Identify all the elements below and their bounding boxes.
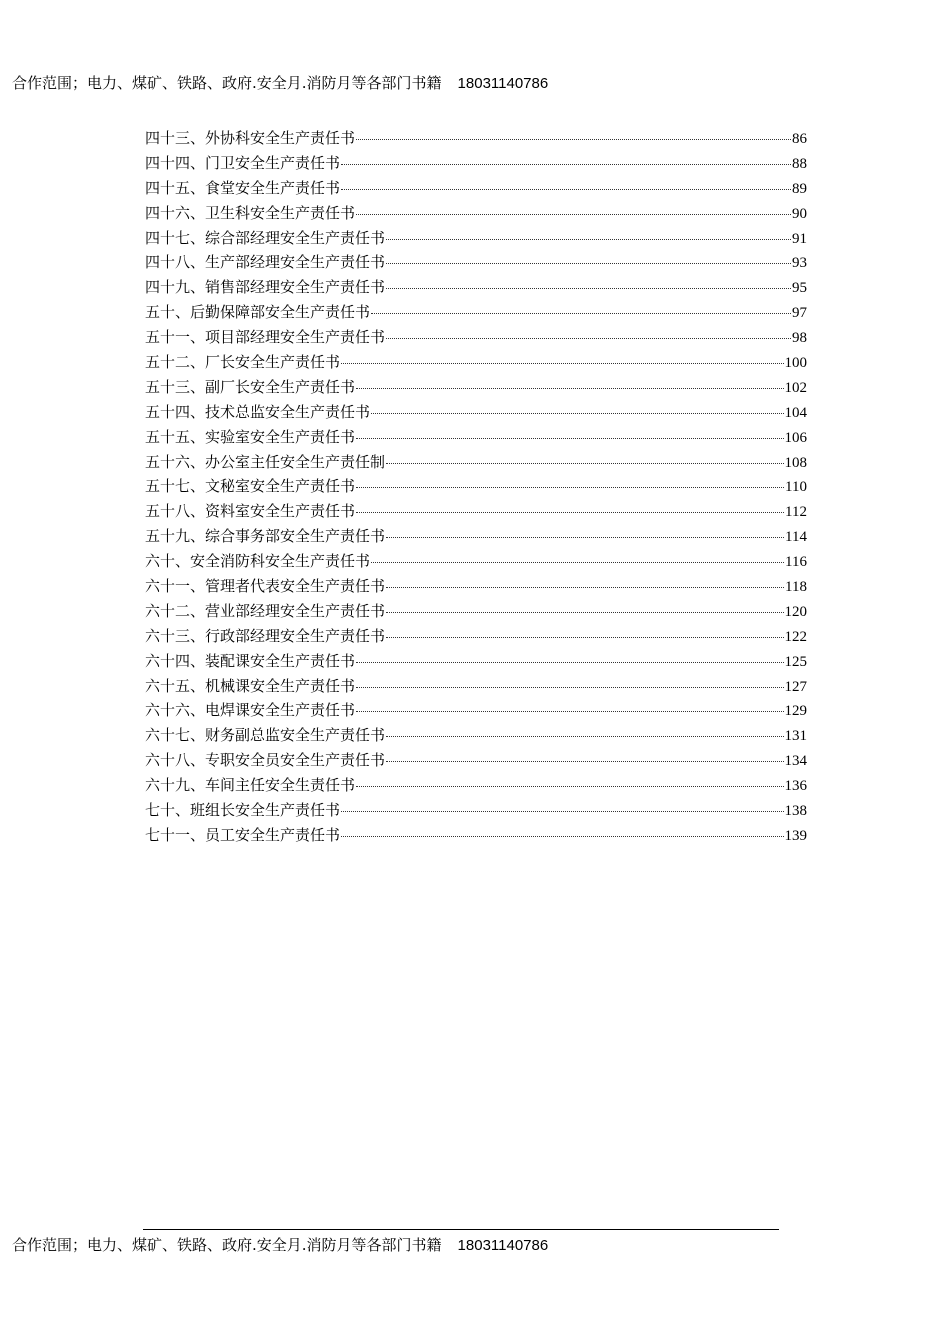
toc-entry[interactable] bbox=[145, 151, 807, 176]
toc-entry-page-number: 127 bbox=[784, 678, 807, 695]
toc-entry-title: 六十六、电焊课安全生产责任书 bbox=[145, 701, 356, 720]
toc-entry[interactable] bbox=[145, 624, 807, 649]
toc-dot-leader bbox=[386, 463, 783, 464]
toc-dot-leader bbox=[371, 562, 784, 563]
toc-dot-leader bbox=[386, 263, 791, 264]
toc-entry-title: 四十三、外协科安全生产责任书 bbox=[145, 129, 356, 147]
toc-entry-title: 四十七、综合部经理安全生产责任书 bbox=[145, 228, 386, 247]
toc-entry-title: 五十、后勤保障部安全生产责任书 bbox=[145, 303, 371, 322]
toc-dot-leader bbox=[341, 811, 783, 812]
toc-entry-title: 四十四、门卫安全生产责任书 bbox=[145, 153, 341, 172]
toc-entry[interactable] bbox=[145, 773, 807, 798]
toc-entry-title: 七十一、员工安全生产责任书 bbox=[145, 825, 341, 844]
toc-entry-page-number: 131 bbox=[784, 728, 807, 745]
toc-entry-page-number: 90 bbox=[792, 205, 807, 222]
toc-entry[interactable] bbox=[145, 425, 807, 450]
toc-dot-leader bbox=[386, 637, 783, 638]
toc-entry-title: 六十五、机械课安全生产责任书 bbox=[145, 676, 356, 695]
toc-dot-leader bbox=[356, 438, 783, 439]
toc-entry-title: 六十九、车间主任安全生责任书 bbox=[145, 776, 356, 795]
toc-entry-page-number: 89 bbox=[792, 180, 807, 197]
toc-entry-page-number: 139 bbox=[784, 827, 807, 844]
toc-entry-title: 五十八、资料室安全生产责任书 bbox=[145, 502, 356, 521]
toc-entry-page-number: 98 bbox=[792, 330, 807, 347]
toc-dot-leader bbox=[341, 836, 783, 837]
toc-entry[interactable] bbox=[145, 723, 807, 748]
toc-entry-title: 五十二、厂长安全生产责任书 bbox=[145, 353, 341, 372]
toc-entry-page-number: 125 bbox=[784, 653, 807, 670]
toc-entry[interactable] bbox=[145, 450, 807, 475]
toc-entry-page-number: 91 bbox=[792, 230, 807, 247]
toc-dot-leader bbox=[386, 537, 784, 538]
toc-dot-leader bbox=[386, 288, 791, 289]
toc-entry[interactable] bbox=[145, 599, 807, 624]
page-footer bbox=[12, 1234, 548, 1255]
toc-dot-leader bbox=[356, 512, 784, 513]
toc-entry-page-number: 100 bbox=[784, 355, 807, 372]
toc-dot-leader bbox=[356, 687, 783, 688]
toc-entry-title: 六十一、管理者代表安全生产责任书 bbox=[145, 577, 386, 596]
toc-dot-leader bbox=[341, 189, 791, 190]
toc-entry-page-number: 108 bbox=[784, 454, 807, 471]
toc-dot-leader bbox=[386, 587, 784, 588]
toc-entry[interactable] bbox=[145, 748, 807, 773]
toc-entry-page-number: 106 bbox=[784, 429, 807, 446]
toc-entry[interactable] bbox=[145, 325, 807, 350]
table-of-contents bbox=[145, 126, 807, 848]
toc-entry[interactable] bbox=[145, 499, 807, 524]
toc-dot-leader bbox=[386, 239, 791, 240]
toc-entry-title: 六十四、装配课安全生产责任书 bbox=[145, 651, 356, 670]
toc-entry-page-number: 86 bbox=[792, 131, 807, 147]
toc-entry-title: 五十七、文秘室安全生产责任书 bbox=[145, 477, 356, 496]
toc-entry-title: 五十九、综合事务部安全生产责任书 bbox=[145, 527, 386, 546]
toc-entry-page-number: 118 bbox=[785, 579, 807, 596]
toc-entry[interactable] bbox=[145, 698, 807, 723]
toc-entry-page-number: 104 bbox=[784, 404, 807, 421]
toc-entry-title: 六十二、营业部经理安全生产责任书 bbox=[145, 601, 386, 620]
toc-entry-page-number: 93 bbox=[792, 255, 807, 272]
toc-entry-page-number: 134 bbox=[784, 753, 807, 770]
toc-dot-leader bbox=[386, 612, 783, 613]
toc-entry[interactable] bbox=[145, 798, 807, 823]
toc-dot-leader bbox=[371, 413, 783, 414]
toc-entry[interactable] bbox=[145, 275, 807, 300]
toc-entry[interactable] bbox=[145, 574, 807, 599]
toc-entry-page-number: 120 bbox=[784, 603, 807, 620]
toc-entry-title: 五十五、实验室安全生产责任书 bbox=[145, 427, 356, 446]
toc-entry[interactable] bbox=[145, 201, 807, 226]
toc-entry-page-number: 122 bbox=[784, 628, 807, 645]
toc-entry[interactable] bbox=[145, 649, 807, 674]
footer-divider bbox=[143, 1229, 779, 1230]
toc-entry[interactable] bbox=[145, 674, 807, 699]
toc-entry-page-number: 97 bbox=[792, 305, 807, 322]
footer-text: 合作范围；电力、煤矿、铁路、政府.安全月.消防月等各部门书籍 bbox=[12, 1236, 442, 1254]
toc-entry[interactable] bbox=[145, 823, 807, 848]
toc-entry-title: 四十六、卫生科安全生产责任书 bbox=[145, 203, 356, 222]
toc-entry-page-number: 95 bbox=[792, 280, 807, 297]
toc-entry-title: 五十四、技术总监安全生产责任书 bbox=[145, 402, 371, 421]
toc-entry[interactable] bbox=[145, 350, 807, 375]
toc-entry-page-number: 88 bbox=[792, 155, 807, 172]
toc-entry[interactable] bbox=[145, 474, 807, 499]
toc-dot-leader bbox=[356, 139, 791, 140]
toc-entry-title: 六十七、财务副总监安全生产责任书 bbox=[145, 726, 386, 745]
toc-entry[interactable] bbox=[145, 226, 807, 251]
toc-entry[interactable] bbox=[145, 549, 807, 574]
toc-entry-title: 五十三、副厂长安全生产责任书 bbox=[145, 377, 356, 396]
toc-entry-page-number: 102 bbox=[784, 379, 807, 396]
toc-entry[interactable] bbox=[145, 300, 807, 325]
toc-dot-leader bbox=[386, 761, 783, 762]
toc-dot-leader bbox=[356, 388, 783, 389]
toc-entry[interactable] bbox=[145, 524, 807, 549]
toc-entry-page-number: 110 bbox=[785, 479, 807, 496]
toc-entry-page-number: 114 bbox=[785, 529, 807, 546]
toc-entry-title: 五十六、办公室主任安全生产责任制 bbox=[145, 452, 386, 471]
toc-dot-leader bbox=[341, 363, 783, 364]
page-header bbox=[12, 72, 548, 93]
toc-entry-title: 四十八、生产部经理安全生产责任书 bbox=[145, 253, 386, 272]
toc-dot-leader bbox=[371, 313, 791, 314]
toc-dot-leader bbox=[356, 662, 783, 663]
toc-entry[interactable] bbox=[145, 400, 807, 425]
toc-dot-leader bbox=[356, 487, 784, 488]
header-phone: 18031140786 bbox=[457, 75, 549, 92]
toc-entry-page-number: 112 bbox=[785, 504, 807, 521]
toc-entry-page-number: 136 bbox=[784, 778, 807, 795]
toc-entry-title: 六十、安全消防科安全生产责任书 bbox=[145, 552, 371, 571]
toc-dot-leader bbox=[356, 711, 783, 712]
toc-entry-title: 四十九、销售部经理安全生产责任书 bbox=[145, 278, 386, 297]
toc-entry-page-number: 138 bbox=[784, 803, 807, 820]
toc-dot-leader bbox=[356, 214, 791, 215]
toc-entry-title: 五十一、项目部经理安全生产责任书 bbox=[145, 328, 386, 347]
toc-entry-title: 四十五、食堂安全生产责任书 bbox=[145, 178, 341, 197]
toc-dot-leader bbox=[356, 786, 783, 787]
toc-entry-title: 六十八、专职安全员安全生产责任书 bbox=[145, 751, 386, 770]
footer-phone: 18031140786 bbox=[457, 1237, 549, 1254]
header-text: 合作范围；电力、煤矿、铁路、政府.安全月.消防月等各部门书籍 bbox=[12, 74, 442, 92]
toc-dot-leader bbox=[341, 164, 791, 165]
toc-entry[interactable] bbox=[145, 176, 807, 201]
toc-entry[interactable] bbox=[145, 375, 807, 400]
toc-dot-leader bbox=[386, 736, 783, 737]
toc-entry[interactable] bbox=[145, 250, 807, 275]
toc-dot-leader bbox=[386, 338, 791, 339]
toc-entry[interactable] bbox=[145, 126, 807, 151]
toc-entry-title: 七十、班组长安全生产责任书 bbox=[145, 801, 341, 820]
toc-entry-page-number: 129 bbox=[784, 703, 807, 720]
toc-entry-title: 六十三、行政部经理安全生产责任书 bbox=[145, 626, 386, 645]
toc-entry-page-number: 116 bbox=[785, 554, 807, 571]
